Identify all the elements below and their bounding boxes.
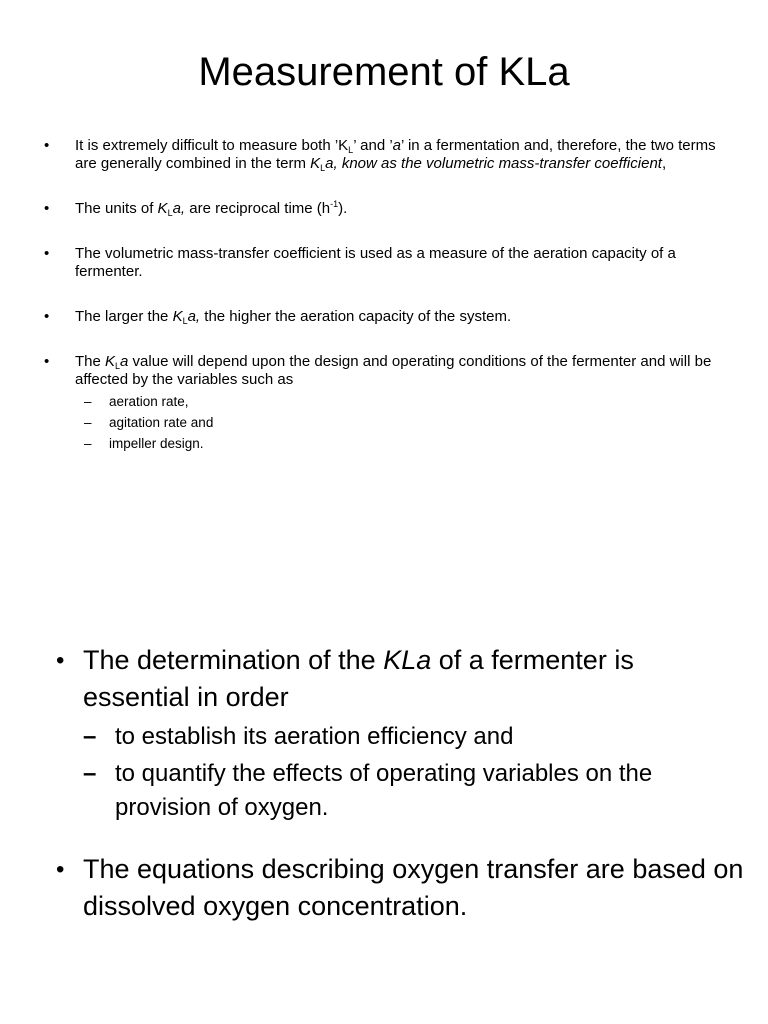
bullet-list [56, 642, 746, 939]
bullet-units [44, 200, 724, 218]
text: The units of [75, 200, 158, 217]
dash-icon: – [84, 436, 92, 451]
italic-text: K [310, 155, 321, 172]
text: The larger the [75, 308, 173, 325]
sub-item-label: agitation rate and [109, 415, 214, 430]
bullet-larger [44, 308, 724, 326]
bullet-icon: • [44, 245, 50, 262]
sub-item [75, 391, 724, 412]
text: , [661, 155, 667, 172]
italic-text: a, know as the volumetric mass-transfer coefficient [325, 155, 662, 172]
italic-text: a [392, 137, 402, 154]
sub-list [75, 391, 724, 454]
sub-item-label: aeration rate, [109, 394, 189, 409]
italic-text: K [157, 200, 168, 217]
text: value will depend upon the design and operating conditions of the fermenter and will be affected by the variables such as [75, 353, 712, 388]
text: The [75, 353, 106, 370]
italic-text: KLa [383, 645, 432, 675]
text: The determination of the [83, 645, 384, 675]
dash-icon: – [84, 415, 92, 430]
sub-item [75, 412, 724, 433]
text: ). [338, 200, 348, 217]
bullet-determination [56, 642, 746, 825]
text: It is extremely difficult to measure both ’K [75, 137, 349, 154]
subscript: L [182, 316, 188, 326]
dash-icon: – [84, 394, 92, 409]
text: of a fermenter is essential in order [83, 645, 634, 712]
text: ’ and ’ [353, 137, 393, 154]
italic-text: K [172, 308, 183, 325]
text: the higher the aeration capacity of the system. [200, 308, 512, 325]
slide-2 [0, 512, 768, 1024]
text: are reciprocal time (h [185, 200, 331, 217]
bullet-icon: • [44, 308, 50, 325]
superscript: -1 [330, 199, 339, 209]
sub-list [83, 720, 746, 825]
sub-item-label: to quantify the effects of operating variables on the provision of oxygen. [115, 760, 653, 821]
sub-item [75, 433, 724, 454]
subscript: L [115, 361, 121, 371]
italic-text: a, [172, 200, 186, 217]
text: ’ in a fermentation and, therefore, the two terms are generally combined in the term [75, 137, 716, 172]
bullet-list [44, 137, 724, 481]
bullet-icon: • [44, 137, 50, 154]
sub-item-label: impeller design. [109, 436, 204, 451]
bullet-icon: • [44, 200, 50, 217]
italic-text: a [120, 353, 129, 370]
subscript: L [320, 163, 326, 173]
bullet-icon: • [56, 856, 65, 883]
text: The volumetric mass-transfer coefficient is used as a measure of the aeration capacity of a fermenter. [75, 245, 676, 280]
italic-text: K [105, 353, 116, 370]
dash-icon: – [83, 723, 97, 750]
subscript: L [348, 145, 354, 155]
bullet-measure [44, 245, 724, 281]
sub-item [83, 720, 746, 754]
bullet-icon: • [56, 647, 65, 674]
italic-text: a, [187, 308, 201, 325]
bullet-depend [44, 353, 724, 454]
slide-title: Measurement of KLa [198, 50, 570, 94]
sub-item-label: to establish its aeration efficiency and [115, 723, 514, 750]
text: The equations describing oxygen transfer are based on dissolved oxygen concentration. [83, 854, 744, 921]
subscript: L [167, 208, 173, 218]
bullet-equations [56, 851, 746, 925]
bullet-difficulty [44, 137, 724, 173]
bullet-icon: • [44, 353, 50, 370]
sub-item [83, 757, 746, 825]
dash-icon: – [83, 760, 97, 787]
